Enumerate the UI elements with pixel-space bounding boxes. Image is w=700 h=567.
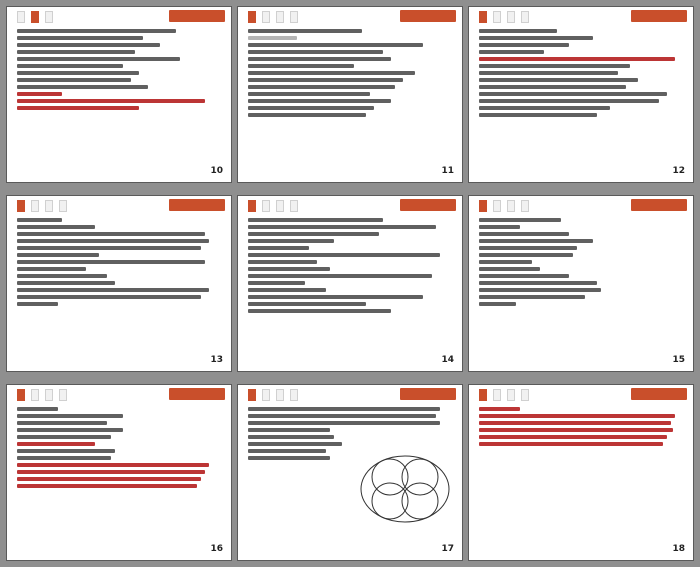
slide-tabs (479, 200, 623, 212)
slide-content (248, 29, 452, 162)
tab (17, 11, 25, 23)
page-number: 12 (672, 166, 685, 176)
slide-content (17, 218, 221, 351)
page-number: 13 (210, 355, 223, 365)
slide-content (479, 407, 683, 540)
slide-thumbnail-13[interactable] (6, 195, 232, 372)
slide-badge (631, 10, 687, 22)
slide-tabs (248, 11, 392, 23)
slide-badge (400, 199, 456, 211)
slide-tabs (248, 389, 392, 401)
slide-badge (400, 388, 456, 400)
slide-thumbnail-18[interactable] (468, 384, 694, 561)
venn-circle (402, 483, 438, 519)
venn-circle (372, 459, 408, 495)
venn-diagram (358, 453, 458, 523)
page-number: 14 (441, 355, 454, 365)
tab (45, 200, 53, 212)
slide-badge (169, 10, 225, 22)
tab-active (248, 11, 256, 23)
slide-content (17, 29, 221, 162)
venn-circle (372, 483, 408, 519)
slide-badge (400, 10, 456, 22)
tab-active (31, 11, 39, 23)
tab (493, 11, 501, 23)
tab (276, 389, 284, 401)
slide-tabs (479, 389, 623, 401)
tab (521, 200, 529, 212)
page-number: 15 (672, 355, 685, 365)
tab (493, 389, 501, 401)
tab-active (479, 200, 487, 212)
tab (521, 389, 529, 401)
tab (290, 389, 298, 401)
slide-grid (6, 6, 694, 561)
slide-badge (169, 388, 225, 400)
tab-active (248, 200, 256, 212)
tab (262, 11, 270, 23)
slide-tabs (248, 200, 392, 212)
slide-content (479, 218, 683, 351)
tab-active (479, 389, 487, 401)
venn-circle (402, 459, 438, 495)
tab (276, 11, 284, 23)
slide-thumbnail-16[interactable] (6, 384, 232, 561)
page-number: 18 (672, 544, 685, 554)
tab (290, 11, 298, 23)
slide-tabs (17, 200, 161, 212)
slide-badge (631, 199, 687, 211)
slide-tabs (17, 11, 161, 23)
slide-content (479, 29, 683, 162)
slide-thumbnail-15[interactable] (468, 195, 694, 372)
tab-active (17, 389, 25, 401)
tab (507, 200, 515, 212)
tab-active (17, 200, 25, 212)
slide-thumbnail-17[interactable] (237, 384, 463, 561)
tab (276, 200, 284, 212)
slide-thumbnail-12[interactable] (468, 6, 694, 183)
tab (521, 11, 529, 23)
tab-active (248, 389, 256, 401)
slide-tabs (479, 11, 623, 23)
tab-active (479, 11, 487, 23)
slide-thumbnail-14[interactable] (237, 195, 463, 372)
page-number: 16 (210, 544, 223, 554)
tab (262, 200, 270, 212)
tab (45, 389, 53, 401)
slide-badge (169, 199, 225, 211)
slide-content (17, 407, 221, 540)
slide-thumbnail-11[interactable] (237, 6, 463, 183)
tab (507, 11, 515, 23)
venn-outer (361, 456, 449, 522)
page-number: 11 (441, 166, 454, 176)
tab (507, 389, 515, 401)
tab (59, 389, 67, 401)
slide-badge (631, 388, 687, 400)
tab (45, 11, 53, 23)
page-number: 10 (210, 166, 223, 176)
slide-tabs (17, 389, 161, 401)
tab (493, 200, 501, 212)
page-number: 17 (441, 544, 454, 554)
slide-content (248, 218, 452, 351)
tab (290, 200, 298, 212)
tab (31, 389, 39, 401)
tab (31, 200, 39, 212)
slide-thumbnail-10[interactable] (6, 6, 232, 183)
tab (262, 389, 270, 401)
tab (59, 200, 67, 212)
